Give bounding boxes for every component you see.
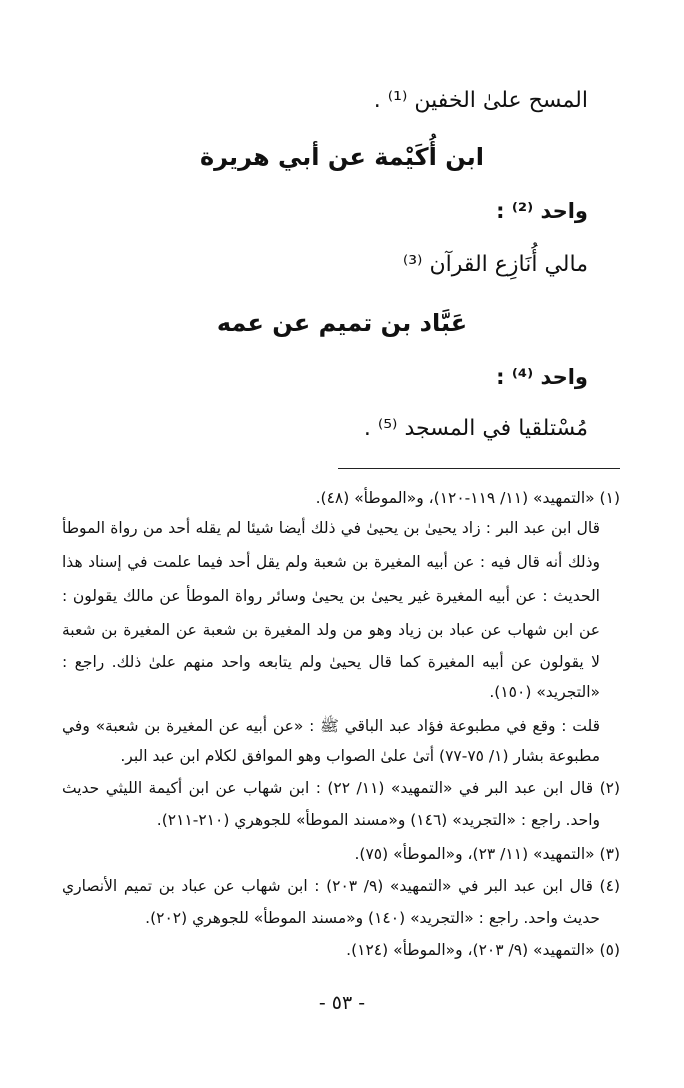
section-heading: ابن أُكَيْمة عن أبي هريرة — [199, 143, 485, 171]
main-text-line: مالي أُنَازِع القرآن ⁽³⁾ — [402, 252, 588, 277]
footnote-line: (٣) «التمهيد» (١١/ ٢٣)، و«الموطأ» (٧٥). — [354, 845, 620, 863]
footnote-line: الحديث : عن أبيه المغيرة غير يحيىٰ بن يحيىٰ وسائر رواة الموطأ عن مالك يقولون : — [62, 587, 600, 605]
footnote-line: (١) «التمهيد» (١١/ ١١٩-١٢٠)، و«الموطأ» (٤٨). — [315, 489, 620, 507]
footnote-line: حديث واحد. راجع : «التجريد» (١٤٠) و«مسند الموطأ» للجوهري (٢٠٢). — [145, 909, 600, 927]
footnote-line: عن ابن شهاب عن عباد بن زياد وهو من ولد المغيرة بن شعبة عن المغيرة بن شعبة — [62, 621, 600, 639]
main-text-line: مُسْتلقيا في المسجد ⁽⁵⁾ . — [363, 416, 588, 441]
section-heading: عَبَّاد بن تميم عن عمه — [216, 309, 468, 337]
page-number: - ٥٣ - — [318, 992, 366, 1014]
footnote-line: (٢) قال ابن عبد البر في «التمهيد» (١١/ ٢٢) : ابن شهاب عن ابن أكيمة الليثي حديث — [62, 779, 620, 797]
footnote-line: وذلك أنه قال فيه : عن أبيه المغيرة بن شعبة ولم يقل أحد فيما علمت في إسناد هذا — [62, 553, 600, 571]
footnote-line: لا يقولون عن أبيه المغيرة كما قال يحيىٰ ولم يتابعه واحد منهم علىٰ ذلك. راجع : — [62, 653, 600, 671]
footnote-line: مطبوعة بشار (١/ ٧٥-٧٧) أتىٰ علىٰ الصواب وهو الموافق لكلام ابن عبد البر. — [120, 747, 600, 765]
footnote-line: (٤) قال ابن عبد البر في «التمهيد» (٩/ ٢٠٣) : ابن شهاب عن عباد بن تميم الأنصاري — [62, 877, 620, 895]
main-text-line: المسح علىٰ الخفين ⁽¹⁾ . — [373, 88, 588, 113]
footnote-separator — [338, 468, 620, 469]
footnote-line: «التجريد» (١٥٠). — [489, 683, 600, 701]
section-label: واحد ⁽²⁾ : — [496, 199, 588, 223]
footnote-line: واحد. راجع : «التجريد» (١٤٦) و«مسند الموطأ» للجوهري (٢١٠-٢١١). — [156, 811, 600, 829]
footnote-line: (٥) «التمهيد» (٩/ ٢٠٣)، و«الموطأ» (١٢٤). — [346, 941, 620, 959]
footnote-line: قال ابن عبد البر : زاد يحيىٰ بن يحيىٰ في ذلك أيضا شيئا لم يقله أحد من رواة الموطأ — [62, 519, 600, 537]
footnote-line: قلت : وقع في مطبوعة فؤاد عبد الباقي ﷺ : «عن أبيه عن المغيرة بن شعبة» وفي — [62, 717, 600, 735]
section-label: واحد ⁽⁴⁾ : — [496, 365, 588, 389]
